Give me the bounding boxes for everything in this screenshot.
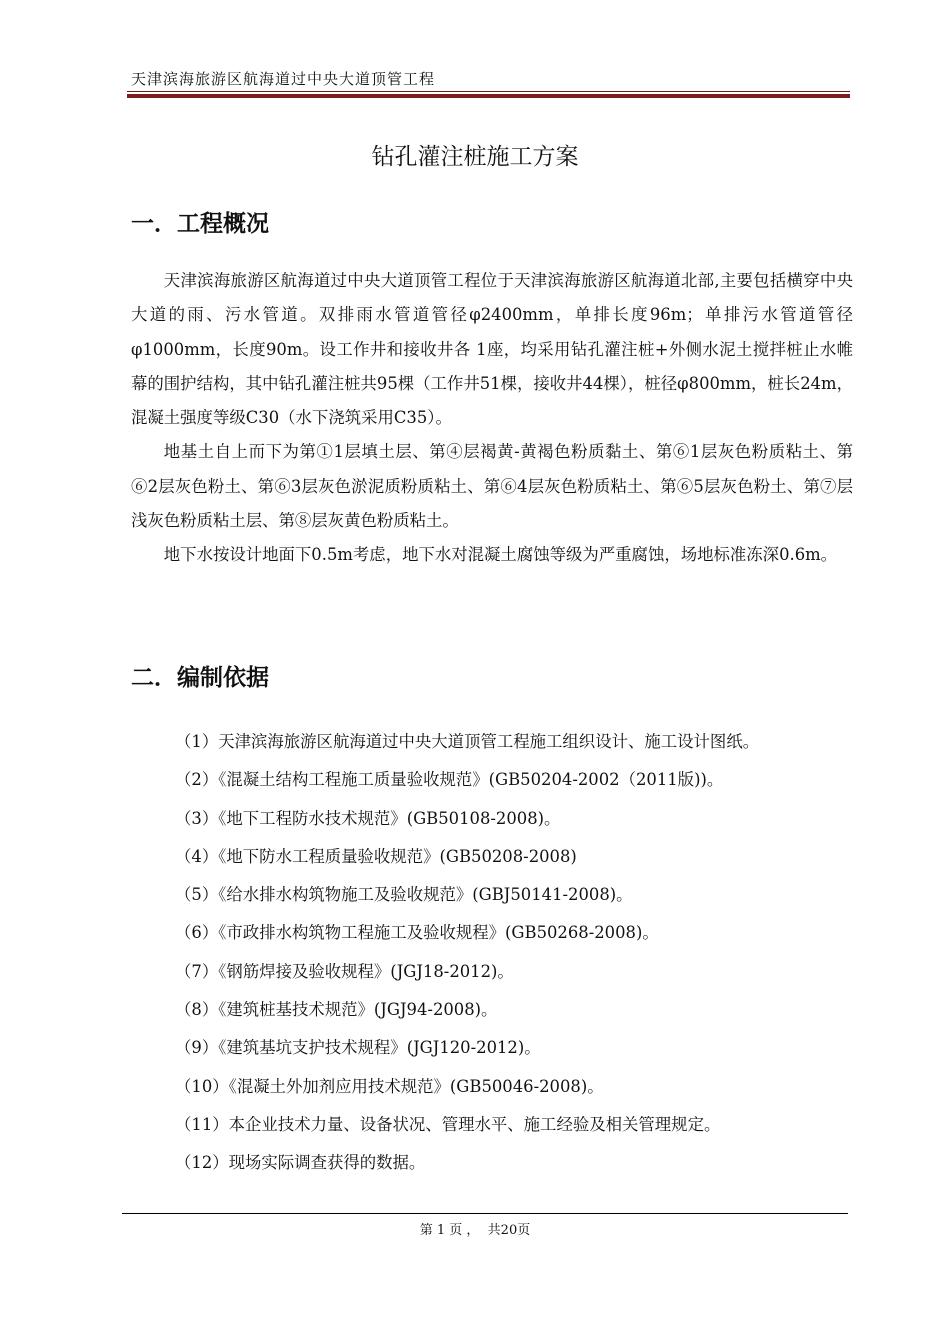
list-item: （11）本企业技术力量、设备状况、管理水平、施工经验及相关管理规定。 [175, 1114, 721, 1134]
overview-body [131, 264, 853, 573]
list-item: （2）《混凝土结构工程施工质量验收规范》(GB50204-2002（2011版))。 [175, 770, 724, 790]
header-title: 天津滨海旅游区航海道过中央大道顶管工程 [131, 70, 436, 88]
list-item: （1）天津滨海旅游区航海道过中央大道顶管工程施工组织设计、施工设计图纸。 [175, 732, 760, 751]
list-item: （4）《地下防水工程质量验收规范》(GB50208-2008) [175, 846, 577, 866]
list-item: （7）《钢筋焊接及验收规程》(JGJ18-2012)。 [175, 961, 514, 981]
header-rule-thick [127, 94, 850, 98]
list-item: （12）现场实际调查获得的数据。 [175, 1153, 426, 1173]
reference-list [175, 726, 865, 1186]
overview-paragraph: 地基土自上而下为第①1层填土层、第④层褐黄-黄褐色粉质黏土、第⑥1层灰色粉质粘土、第⑥2层灰色粉土、第⑥3层灰色淤泥质粉质粘土、第⑥4层灰色粉质粘土、第⑥5层灰色粉土、第⑦层浅灰色粉质粘土层、第⑧层灰黄色粉质粘土。 [131, 442, 853, 531]
list-item: （10）《混凝土外加剂应用技术规范》(GB50046-2008)。 [175, 1076, 604, 1096]
list-item: （3）《地下工程防水技术规范》(GB50108-2008)。 [175, 808, 561, 828]
footer-rule [122, 1213, 848, 1214]
header-rule-thin [127, 91, 850, 92]
list-item: （6）《市政排水构筑物工程施工及验收规程》(GB50268-2008)。 [175, 923, 659, 943]
overview-paragraph: 地下水按设计地面下0.5m考虑，地下水对混凝土腐蚀等级为严重腐蚀，场地标准冻深0.6m。 [163, 545, 838, 565]
section-heading-overview: 一．工程概况 [131, 211, 269, 237]
list-item: （5）《给水排水构筑物施工及验收规范》(GBJ50141-2008)。 [175, 885, 633, 905]
document-title: 钻孔灌注桩施工方案 [371, 144, 579, 170]
list-item: （9）《建筑基坑支护技术规程》(JGJ120-2012)。 [175, 1038, 541, 1058]
overview-paragraph: 天津滨海旅游区航海道过中央大道顶管工程位于天津滨海旅游区航海道北部,主要包括横穿中央大道的雨、污水管道。双排雨水管道管径φ2400mm，单排长度96m；单排污水管道管径φ1000mm，长度90m。设工作井和接收井各 1座，均采用钻孔灌注桩+外侧水泥土搅拌桩止水帷幕的围护结构，其中钻孔灌注桩共95棵（工作井51棵，接收井44棵），桩径φ800mm，桩长24m，混凝土强度等级C30（水下浇筑采用C35）。 [131, 271, 853, 428]
page-number: 第 1 页 ， 共20页 [419, 1223, 531, 1238]
list-item: （8）《建筑桩基技术规范》(JGJ94-2008)。 [175, 1000, 498, 1020]
section-heading-basis: 二．编制依据 [131, 665, 269, 691]
